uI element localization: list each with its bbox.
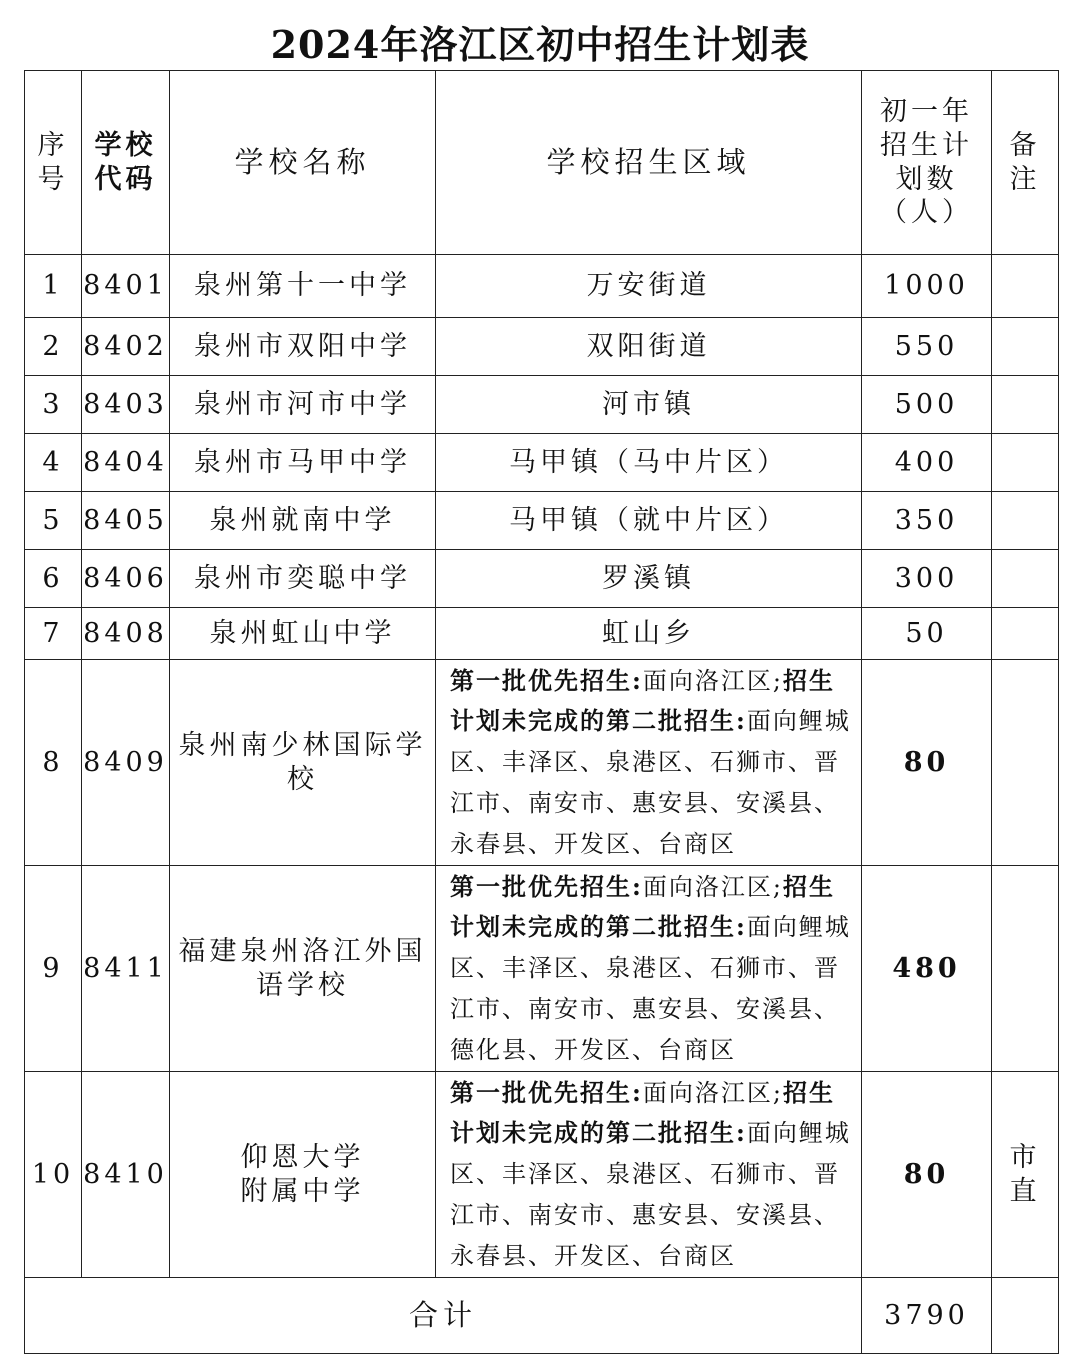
cell-note [992, 608, 1059, 660]
cell-school-name: 泉州市马甲中学 [170, 434, 436, 492]
cell-code: 8403 [82, 376, 170, 434]
table-row [25, 1072, 1059, 1278]
table-row [25, 608, 1059, 660]
cell-seq: 4 [25, 434, 82, 492]
cell-region: 第一批优先招生:面向洛江区;招生计划未完成的第二批招生:面向鲤城区、丰泽区、泉港区、石狮市、晋江市、南安市、惠安县、安溪县、德化县、开发区、台商区 [436, 866, 862, 1072]
header-note: 备 注 [992, 71, 1059, 255]
cell-school-name: 泉州就南中学 [170, 492, 436, 550]
cell-plan: 550 [862, 318, 992, 376]
cell-plan: 400 [862, 434, 992, 492]
cell-plan: 500 [862, 376, 992, 434]
cell-plan: 80 [862, 1072, 992, 1278]
cell-school-name: 泉州虹山中学 [170, 608, 436, 660]
cell-school-name: 泉州市河市中学 [170, 376, 436, 434]
table-row [25, 550, 1059, 608]
cell-code: 8410 [82, 1072, 170, 1278]
cell-school-name: 泉州第十一中学 [170, 255, 436, 318]
cell-seq: 1 [25, 255, 82, 318]
cell-region: 虹山乡 [436, 608, 862, 660]
cell-note [992, 318, 1059, 376]
cell-seq: 2 [25, 318, 82, 376]
cell-code: 8411 [82, 866, 170, 1072]
cell-note [992, 376, 1059, 434]
cell-code: 8408 [82, 608, 170, 660]
cell-seq: 6 [25, 550, 82, 608]
cell-note [992, 255, 1059, 318]
cell-school-name: 仰恩大学 附属中学 [170, 1072, 436, 1278]
table-row [25, 376, 1059, 434]
cell-school-name: 泉州南少林国际学 校 [170, 660, 436, 866]
cell-region: 马甲镇（就中片区） [436, 492, 862, 550]
table-row [25, 255, 1059, 318]
cell-seq: 9 [25, 866, 82, 1072]
cell-school-name: 泉州市双阳中学 [170, 318, 436, 376]
cell-school-name: 泉州市奕聪中学 [170, 550, 436, 608]
cell-seq: 8 [25, 660, 82, 866]
cell-seq: 10 [25, 1072, 82, 1278]
header-school-name: 学校名称 [170, 71, 436, 255]
cell-seq: 3 [25, 376, 82, 434]
table-row [25, 318, 1059, 376]
cell-note [992, 492, 1059, 550]
table-row [25, 660, 1059, 866]
cell-plan: 480 [862, 866, 992, 1072]
cell-plan: 1000 [862, 255, 992, 318]
header-code: 学校 代码 [82, 71, 170, 255]
header-region: 学校招生区域 [436, 71, 862, 255]
cell-plan: 80 [862, 660, 992, 866]
cell-region: 第一批优先招生:面向洛江区;招生计划未完成的第二批招生:面向鲤城区、丰泽区、泉港区、石狮市、晋江市、南安市、惠安县、安溪县、永春县、开发区、台商区 [436, 1072, 862, 1278]
cell-plan: 350 [862, 492, 992, 550]
cell-note [992, 550, 1059, 608]
cell-code: 8402 [82, 318, 170, 376]
cell-note: 市 直 [992, 1072, 1059, 1278]
header-row [25, 71, 1059, 255]
cell-region: 河市镇 [436, 376, 862, 434]
cell-seq: 7 [25, 608, 82, 660]
cell-plan: 300 [862, 550, 992, 608]
cell-code: 8405 [82, 492, 170, 550]
table-row [25, 866, 1059, 1072]
total-value: 3790 [862, 1278, 992, 1354]
cell-note [992, 660, 1059, 866]
total-label: 合计 [25, 1278, 862, 1354]
page-title: 2024年洛江区初中招生计划表 [270, 22, 810, 67]
cell-plan: 50 [862, 608, 992, 660]
header-seq: 序 号 [25, 71, 82, 255]
cell-region: 马甲镇（马中片区） [436, 434, 862, 492]
cell-code: 8406 [82, 550, 170, 608]
total-row [25, 1278, 1059, 1354]
cell-note [992, 434, 1059, 492]
cell-note [992, 866, 1059, 1072]
table-row [25, 492, 1059, 550]
table-row [25, 434, 1059, 492]
cell-region: 罗溪镇 [436, 550, 862, 608]
cell-region: 万安街道 [436, 255, 862, 318]
cell-school-name: 福建泉州洛江外国 语学校 [170, 866, 436, 1072]
cell-region: 双阳街道 [436, 318, 862, 376]
total-note [992, 1278, 1059, 1354]
cell-code: 8404 [82, 434, 170, 492]
cell-code: 8409 [82, 660, 170, 866]
cell-region: 第一批优先招生:面向洛江区;招生计划未完成的第二批招生:面向鲤城区、丰泽区、泉港区、石狮市、晋江市、南安市、惠安县、安溪县、永春县、开发区、台商区 [436, 660, 862, 866]
enrollment-plan-table [24, 70, 1059, 1354]
header-plan: 初一年 招生计 划数 （人） [862, 71, 992, 255]
cell-seq: 5 [25, 492, 82, 550]
cell-code: 8401 [82, 255, 170, 318]
